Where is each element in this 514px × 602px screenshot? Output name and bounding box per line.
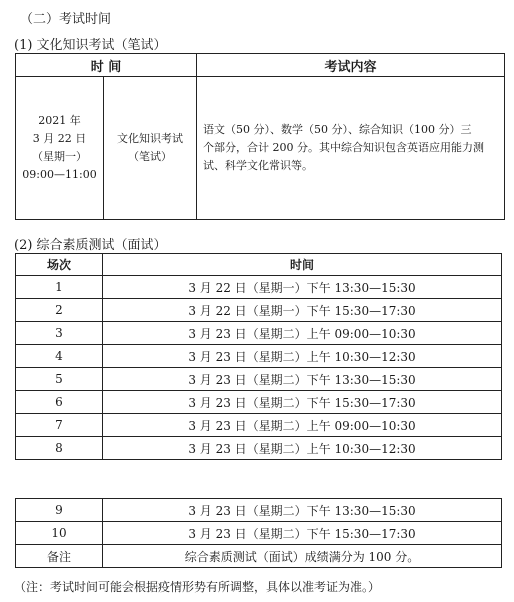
interview-title: (2) 综合素质测试（面试） (14, 238, 167, 253)
session-time: 3 月 23 日（星期二）上午 10:30—12:30 (103, 345, 502, 368)
table-row (16, 437, 502, 460)
session-number: 2 (16, 299, 103, 322)
table-header-row (16, 254, 502, 276)
table-row (16, 345, 502, 368)
table-row (16, 368, 502, 391)
session-number: 5 (16, 368, 103, 391)
exam-weekday: （星期一） (32, 150, 87, 163)
header-time: 时间 (103, 254, 502, 276)
header-content: 考试内容 (197, 54, 505, 77)
exam-year: 2021 年 (38, 114, 81, 127)
interview-table (15, 253, 502, 460)
session-time: 3 月 23 日（星期二）下午 13:30—15:30 (103, 368, 502, 391)
session-number: 7 (16, 414, 103, 437)
written-exam-table (15, 53, 505, 220)
exam-content-line: 试、科学文化常识等。 (203, 159, 313, 172)
footnote: （注：考试时间可能会根据疫情形势有所调整，具体以准考证为准。） (14, 580, 381, 594)
table-row (16, 276, 502, 299)
session-time: 3 月 23 日（星期二）下午 15:30—17:30 (103, 391, 502, 414)
table-row (16, 414, 502, 437)
table-header-row (16, 54, 505, 77)
exam-content-line: 个部分，合计 200 分。其中综合知识包含英语应用能力测 (203, 141, 484, 154)
remark-label: 备注 (16, 545, 103, 568)
exam-subject: 文化知识考试 (117, 132, 183, 145)
exam-time-cell (16, 77, 104, 220)
table-row (16, 77, 505, 220)
table-row (16, 391, 502, 414)
session-number: 4 (16, 345, 103, 368)
session-number: 3 (16, 322, 103, 345)
interview-table-continued (15, 498, 502, 568)
session-time: 3 月 23 日（星期二）下午 13:30—15:30 (103, 499, 502, 522)
session-number: 9 (16, 499, 103, 522)
table-row (16, 499, 502, 522)
table-row (16, 299, 502, 322)
remark-text: 综合素质测试（面试）成绩满分为 100 分。 (103, 545, 502, 568)
session-number: 1 (16, 276, 103, 299)
exam-subject-cell (104, 77, 197, 220)
session-time: 3 月 23 日（星期二）上午 09:00—10:30 (103, 414, 502, 437)
session-time: 3 月 23 日（星期二）下午 15:30—17:30 (103, 522, 502, 545)
header-time: 时 间 (16, 54, 197, 77)
exam-content-line: 语文（50 分）、数学（50 分）、综合知识（100 分）三 (203, 123, 472, 136)
session-number: 10 (16, 522, 103, 545)
exam-hours: 09:00—11:00 (22, 168, 97, 181)
session-number: 8 (16, 437, 103, 460)
exam-subject-type: （笔试） (128, 150, 172, 163)
session-time: 3 月 22 日（星期一）下午 13:30—15:30 (103, 276, 502, 299)
header-session: 场次 (16, 254, 103, 276)
table-row (16, 522, 502, 545)
written-exam-title: (1) 文化知识考试（笔试） (14, 38, 167, 53)
session-time: 3 月 23 日（星期二）上午 09:00—10:30 (103, 322, 502, 345)
remark-row (16, 545, 502, 568)
table-row (16, 322, 502, 345)
session-time: 3 月 22 日（星期一）下午 15:30—17:30 (103, 299, 502, 322)
section-title: （二）考试时间 (20, 12, 112, 27)
exam-date: 3 月 22 日 (32, 132, 87, 145)
session-time: 3 月 23 日（星期二）上午 10:30—12:30 (103, 437, 502, 460)
session-number: 6 (16, 391, 103, 414)
exam-content-cell (197, 77, 505, 220)
